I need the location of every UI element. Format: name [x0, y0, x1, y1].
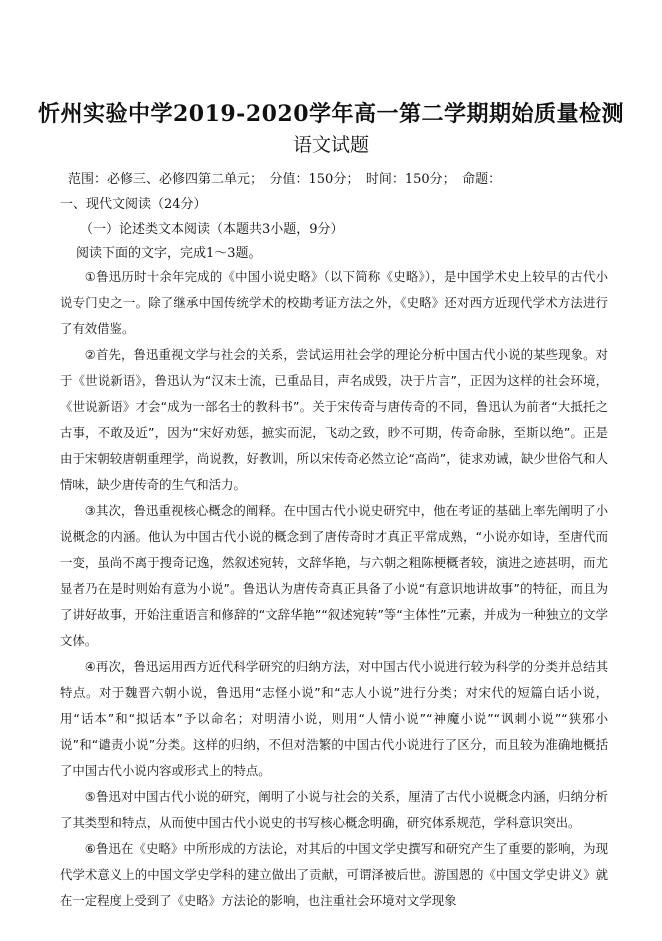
- section-heading: 一、现代文阅读（24分）: [60, 197, 207, 212]
- paragraph-4: ④再次，鲁迅运用西方近代科学研究的归纳方法，对中国古代小说进行较为科学的分类并总结其特点。对于魏晋六朝小说，鲁迅用“志怪小说”和“志人小说”进行分类；对宋代的短篇白话小说，用“话本”和“拟话本”予以命名；对明清小说，则用“人情小说”“神魔小说”“讽刺小说”“狭邪小说”和“谴责小说”分类。这样的归纳，不但对浩繁的中国古代小说进行了区分，而且较为准确地概括了中国古代小说内容或形式上的特点。: [60, 659, 608, 778]
- paragraph-6: ⑥鲁迅在《史略》中所形成的方法论，对其后的中国文学史撰写和研究产生了重要的影响，为现代学术意义上的中国文学史学科的建立做出了贡献，可谓泽被后世。游国恩的《中国文学史讲义》就在一定程度上受到了《史略》方法论的影响，也注重社会环境对文学现象: [60, 841, 608, 908]
- subsection-heading: （一）论述类文本阅读（本题共3小题，9分）: [80, 222, 344, 237]
- paragraph-3: ③其次，鲁迅重视核心概念的阐释。在中国古代小说史研究中，他在考证的基础上率先阐明了小说概念的内涵。他认为中国古代小说的概念到了唐传奇时才真正平常成熟，“小说亦如诗，至唐代而一变，虽尚不离于搜奇记逸，然叙述宛转，文辞华艳，与六朝之粗陈梗概者较，演进之迹甚明，而尤显者乃在是时则始有意为小说”。鲁迅认为唐传奇真正具备了小说“有意识地讲故事”的特征，而且为了讲好故事，开始注重语言和修辞的“文辞华艳”“叙述宛转”等“主体性”元素，并成为一种独立的文学文体。: [60, 503, 608, 648]
- paragraph-5: ⑤鲁迅对中国古代小说的研究，阐明了小说与社会的关系，厘清了古代小说概念内涵，归纳分析了其类型和特点，从而使中国古代小说史的书写核心概念明确，研究体系规范，学科意识突出。: [60, 789, 608, 830]
- paragraph-2: ②首先，鲁迅重视文学与社会的关系，尝试运用社会学的理论分析中国古代小说的某些现象。对于《世说新语》，鲁迅认为“汉末士流，已重品目，声名成毁，决于片言”，正因为这样的社会环境，《世说新语》才会“成为一部名士的教科书”。关于宋传奇与唐传奇的不同，鲁迅认为前者“大抵托之古事，不敢及近”，因为“宋好劝惩，摭实而泥，飞动之致，眇不可期，传奇命脉，至斯以绝”。正是由于宋朝较唐朝重理学，尚说教，好教训，所以宋传奇必然立论“高尚”，徒求劝诫，缺少世俗气和人情味，缺少唐传奇的生气和活力。: [60, 347, 608, 492]
- paragraph-1: ①鲁迅历时十余年完成的《中国小说史略》（以下简称《史略》），是中国学术史上较早的古代小说专门史之一。除了继承中国传统学术的校勘考证方法之外，《史略》还对西方近现代学术方法进行了有效借鉴。: [60, 269, 608, 336]
- reading-instruction: 阅读下面的文字，完成1～3题。: [76, 246, 262, 261]
- exam-meta-info: 范围：必修三、必修四第二单元； 分值：150分； 时间：150分； 命题：: [68, 172, 502, 187]
- exam-title: 忻州实验中学2019-2020学年高一第二学期期始质量检测: [37, 101, 625, 127]
- article-body: [60, 264, 608, 914]
- exam-subtitle: 语文试题: [292, 134, 369, 156]
